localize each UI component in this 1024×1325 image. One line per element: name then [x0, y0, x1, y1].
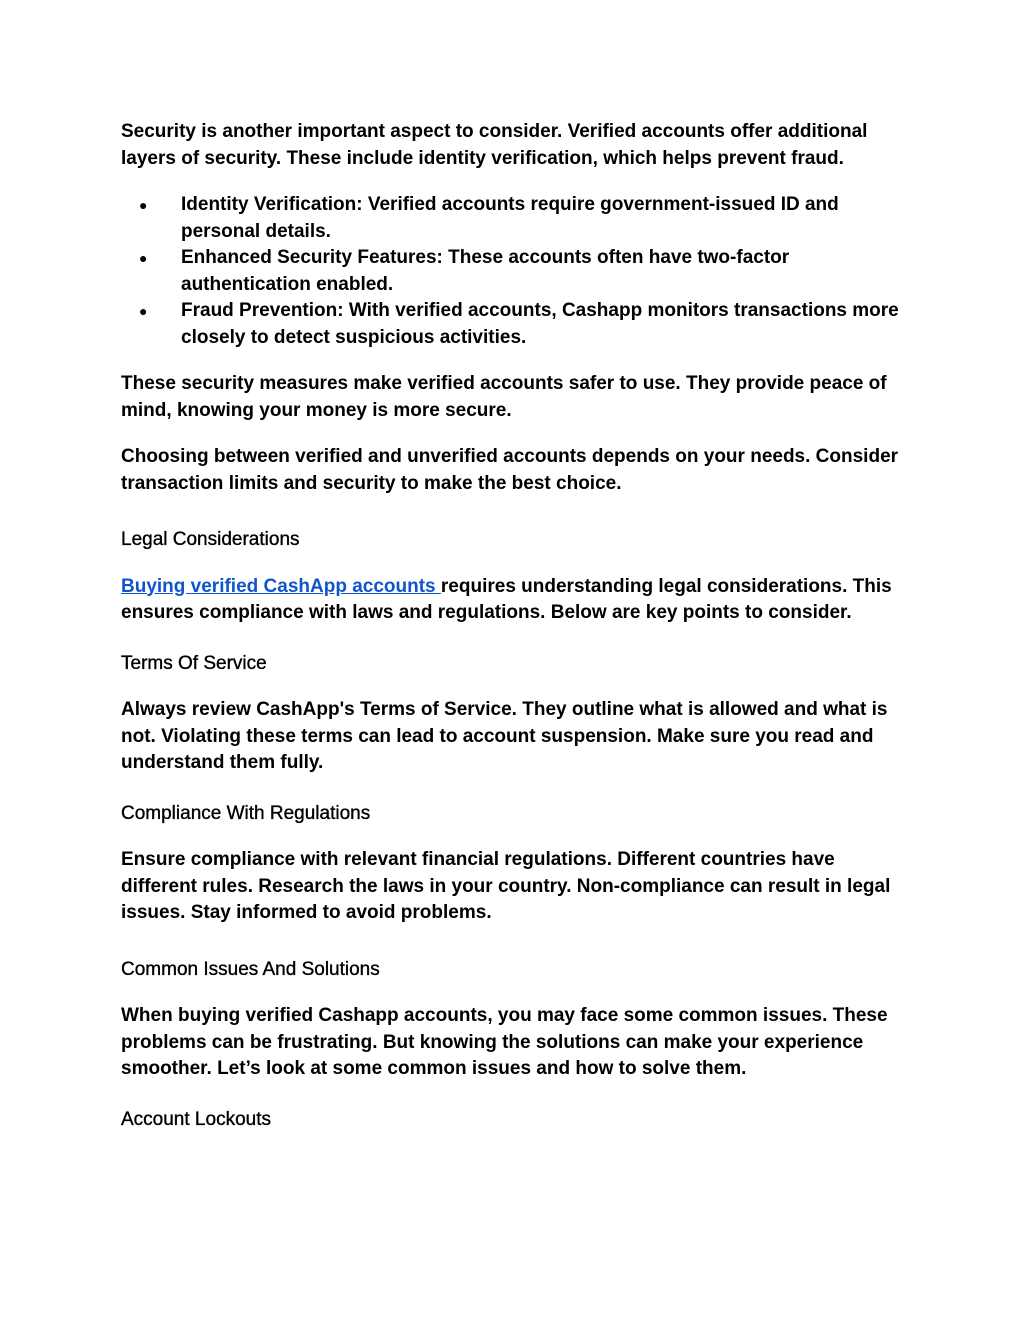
common-issues-heading: Common Issues And Solutions	[121, 958, 380, 980]
choosing-paragraph: Choosing between verified and unverified accounts depends on your needs. Consider transaction limits and security to make the best choice.	[121, 446, 899, 494]
document-body	[121, 119, 906, 1133]
compliance-heading: Compliance With Regulations	[121, 802, 371, 824]
list-item	[121, 298, 906, 351]
bullet-icon: ●	[139, 197, 148, 213]
list-item-text: Fraud Prevention: With verified accounts, Cashapp monitors transactions more closely to detect suspicious activities.	[181, 300, 899, 348]
intro-paragraph: Security is another important aspect to consider. Verified accounts offer additional layers of security. These include identity verification, which helps prevent fraud.	[121, 121, 868, 169]
terms-paragraph: Always review CashApp's Terms of Service. They outline what is allowed and what is not. Violating these terms can lead to account suspension. Make sure you read and understand them fully.	[121, 699, 888, 773]
list-item	[121, 192, 906, 245]
list-item-text: Enhanced Security Features: These accounts often have two-factor authentication enabled.	[181, 247, 790, 295]
terms-of-service-heading: Terms Of Service	[121, 652, 267, 674]
compliance-paragraph: Ensure compliance with relevant financial regulations. Different countries have different rules. Research the laws in your country. Non-compliance can result in legal issues. Stay informed to avoid problems.	[121, 849, 891, 923]
bullet-icon: ●	[139, 250, 148, 266]
security-bullet-list	[121, 192, 906, 351]
account-lockouts-heading: Account Lockouts	[121, 1108, 271, 1130]
legal-paragraph	[121, 574, 906, 627]
legal-paragraph-text: requires understanding legal considerations. This ensures compliance with laws and regulations. Below are key points to consider.	[121, 575, 892, 623]
legal-considerations-heading: Legal Considerations	[121, 529, 300, 550]
list-item-text: Identity Verification: Verified accounts require government-issued ID and personal details.	[181, 194, 839, 242]
common-issues-paragraph: When buying verified Cashapp accounts, you may face some common issues. These problems can be frustrating. But knowing the solutions can make your experience smoother. Let’s look at some common issues and how to solve them.	[121, 1005, 888, 1079]
bullet-icon: ●	[139, 303, 148, 319]
buying-verified-accounts-link[interactable]: Buying verified CashApp accounts	[121, 575, 441, 597]
list-item	[121, 245, 906, 298]
security-measures-paragraph: These security measures make verified accounts safer to use. They provide peace of mind, knowing your money is more secure.	[121, 373, 887, 421]
